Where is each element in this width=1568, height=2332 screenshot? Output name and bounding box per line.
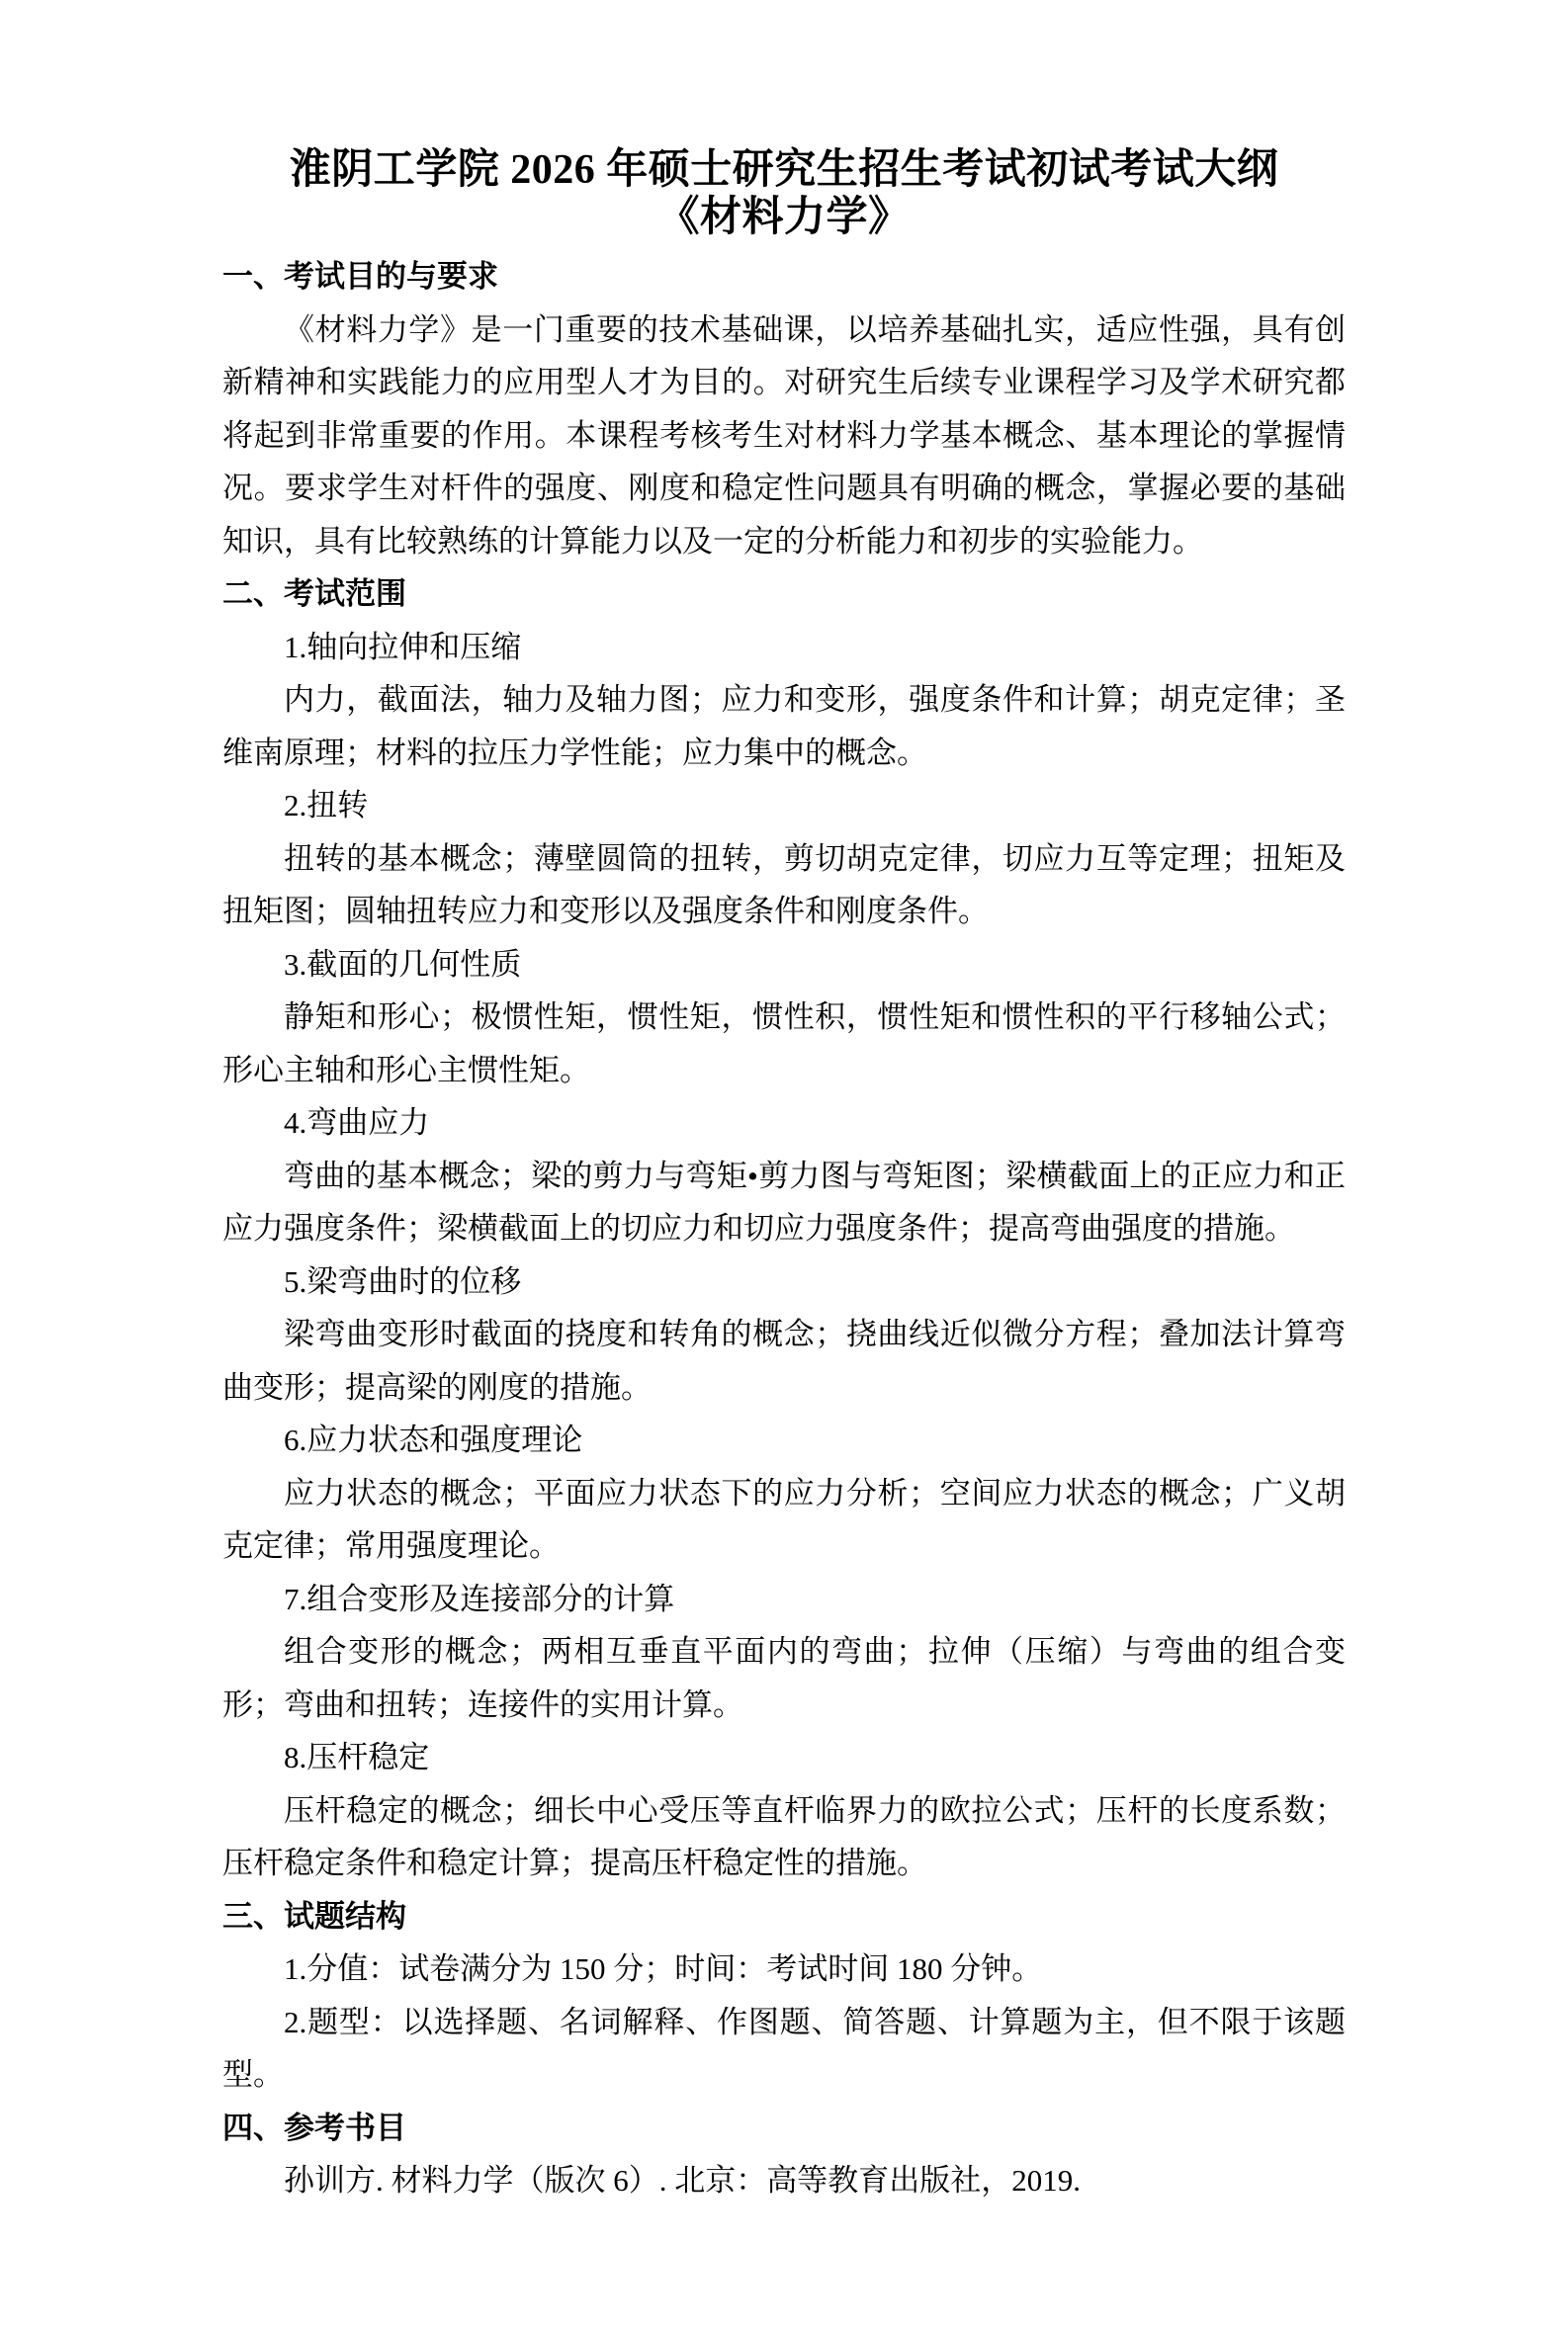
syllabus-paragraph: 2.扭转	[284, 788, 369, 822]
document-body	[222, 250, 1346, 2207]
syllabus-paragraph: 扭转的基本概念；薄壁圆筒的扭转，剪切胡克定律，切应力互等定理；扭矩及扭矩图；圆轴扭转应力和变形以及强度条件和刚度条件。	[222, 840, 1346, 928]
syllabus-paragraph: 5.梁弯曲时的位移	[284, 1263, 522, 1299]
syllabus-paragraph: 1.轴向拉伸和压缩	[284, 629, 522, 664]
syllabus-paragraph: 4.弯曲应力	[284, 1105, 430, 1140]
syllabus-paragraph: 8.压杆稳定	[284, 1740, 430, 1774]
syllabus-paragraph: 组合变形的概念；两相互垂直平面内的弯曲；拉伸（压缩）与弯曲的组合变形；弯曲和扭转；连接件的实用计算。	[222, 1634, 1346, 1722]
syllabus-paragraph: 静矩和形心；极惯性矩，惯性矩，惯性积，惯性矩和惯性积的平行移轴公式；形心主轴和形心主惯性矩。	[222, 999, 1346, 1087]
syllabus-paragraph: 弯曲的基本概念；梁的剪力与弯矩•剪力图与弯矩图；梁横截面上的正应力和正应力强度条件；梁横截面上的切应力和切应力强度条件；提高弯曲强度的措施。	[222, 1158, 1346, 1246]
syllabus-paragraph: 梁弯曲变形时截面的挠度和转角的概念；挠曲线近似微分方程；叠加法计算弯曲变形；提高梁的刚度的措施。	[222, 1317, 1346, 1405]
syllabus-paragraph: 3.截面的几何性质	[284, 946, 522, 982]
syllabus-paragraph: 《材料力学》是一门重要的技术基础课，以培养基础扎实，适应性强，具有创新精神和实践能力的应用型人才为目的。对研究生后续专业课程学习及学术研究都将起到非常重要的作用。本课程考核考生对材料力学基本概念、基本理论的掌握情况。要求学生对杆件的强度、刚度和稳定性问题具有明确的概念，掌握必要的基础知识，具有比较熟练的计算能力以及一定的分析能力和初步的实验能力。	[222, 311, 1346, 559]
syllabus-paragraph: 应力状态的概念；平面应力状态下的应力分析；空间应力状态的概念；广义胡克定律；常用强度理论。	[222, 1475, 1346, 1563]
document-title	[222, 146, 1346, 241]
title-line-1: 淮阴工学院 2026 年硕士研究生招生考试初试考试大纲	[289, 147, 1279, 193]
syllabus-paragraph: 压杆稳定的概念；细长中心受压等直杆临界力的欧拉公式；压杆的长度系数；压杆稳定条件和稳定计算；提高压杆稳定性的措施。	[222, 1792, 1346, 1880]
syllabus-paragraph: 6.应力状态和强度理论	[284, 1423, 583, 1457]
syllabus-paragraph: 7.组合变形及连接部分的计算	[284, 1581, 675, 1616]
section-heading: 二、考试范围	[222, 576, 406, 611]
section-heading: 三、试题结构	[222, 1898, 406, 1934]
syllabus-paragraph: 1.分值：试卷满分为 150 分；时间：考试时间 180 分钟。	[284, 1951, 1043, 1986]
syllabus-paragraph: 内力，截面法，轴力及轴力图；应力和变形，强度条件和计算；胡克定律；圣维南原理；材料的拉压力学性能；应力集中的概念。	[222, 682, 1346, 770]
syllabus-paragraph: 孙训方. 材料力学（版次 6）. 北京：高等教育出版社，2019.	[284, 2163, 1081, 2198]
syllabus-paragraph: 2.题型：以选择题、名词解释、作图题、简答题、计算题为主，但不限于该题型。	[222, 2004, 1346, 2092]
document-content	[222, 146, 1346, 2207]
section-heading: 一、考试目的与要求	[222, 259, 498, 294]
section-heading: 四、参考书目	[222, 2110, 406, 2145]
title-line-2: 《材料力学》	[657, 195, 911, 240]
